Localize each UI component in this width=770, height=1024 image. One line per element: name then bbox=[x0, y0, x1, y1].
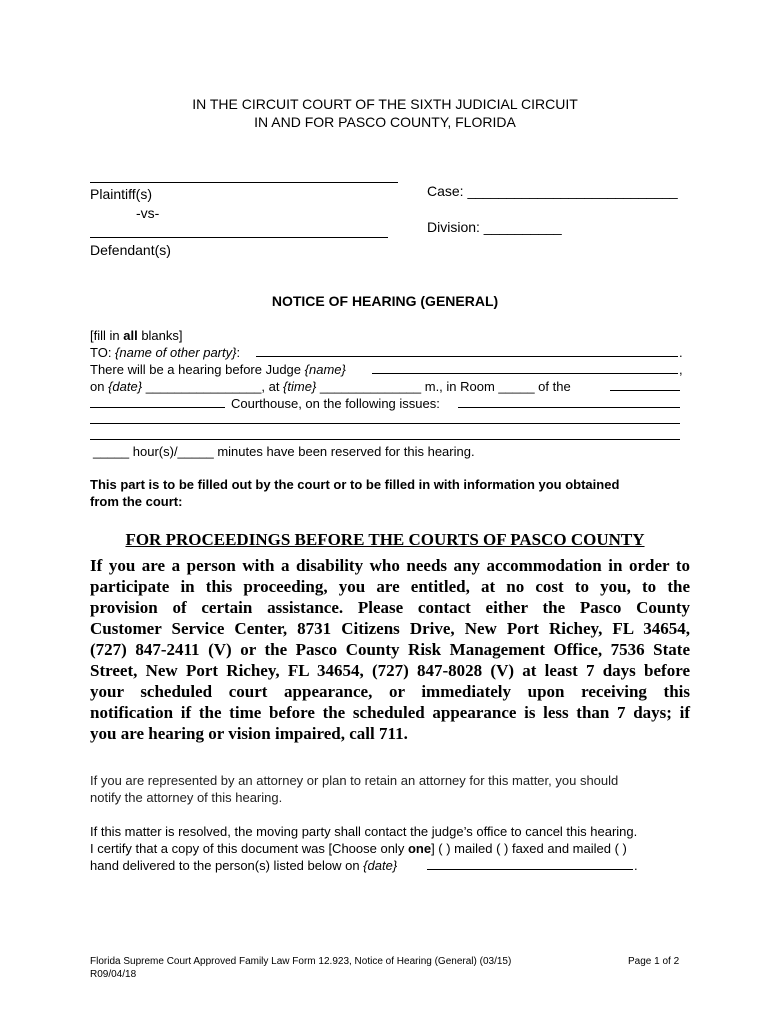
ada-notice bbox=[90, 555, 690, 744]
instruction-prefix: [fill in bbox=[90, 328, 124, 343]
ada-line: Street, New Port Richey, FL 34654, (727) 847-8028 (V) at least 7 days before bbox=[90, 661, 690, 680]
fill-instruction bbox=[90, 327, 183, 344]
date-blank[interactable]: ________________, at bbox=[142, 379, 284, 394]
judge-hint: {name} bbox=[304, 362, 346, 377]
attorney-note-line1: If you are represented by an attorney or plan to retain an attorney for this matter, you should bbox=[90, 773, 619, 788]
judge-line bbox=[90, 361, 346, 378]
vs-label: -vs- bbox=[136, 205, 160, 221]
ada-line: provision of certain assistance. Please contact either the Pasco County bbox=[90, 598, 690, 617]
case-number-field[interactable]: Case: ___________________________ bbox=[427, 183, 678, 199]
plaintiff-label: Plaintiff(s) bbox=[90, 186, 152, 202]
defendant-blank-line[interactable] bbox=[90, 237, 388, 238]
date-hint: {date} bbox=[108, 379, 143, 394]
ada-line: your scheduled court appearance, or immediately upon receiving this bbox=[90, 682, 690, 701]
date-time-line bbox=[90, 378, 571, 395]
instruction-bold: all bbox=[123, 328, 138, 343]
court-note-line2: from the court: bbox=[90, 494, 183, 509]
certificate-line3-end: . bbox=[634, 858, 638, 873]
certificate-line3 bbox=[90, 857, 397, 874]
time-room-blank[interactable]: ______________ m., in Room _____ of the bbox=[316, 379, 571, 394]
footer-page-number: Page 1 of 2 bbox=[628, 956, 680, 967]
certificate-line1: If this matter is resolved, the moving party shall contact the judge’s office to cancel this hearing. bbox=[90, 824, 638, 839]
issues-field-2[interactable] bbox=[90, 423, 680, 424]
ada-line: you are hearing or vision impaired, call 711. bbox=[90, 724, 408, 743]
ada-line: participate in this proceeding, you are entitled, at no cost to you, to the bbox=[90, 577, 690, 596]
to-end: . bbox=[679, 345, 683, 360]
ada-line: Customer Service Center, 8731 Citizens Drive, New Port Richey, FL 34654, bbox=[90, 619, 690, 638]
to-hint: {name of other party} bbox=[115, 345, 237, 360]
certificate-line3-prefix: hand delivered to the person(s) listed below on bbox=[90, 858, 364, 873]
certificate-line2-prefix: I certify that a copy of this document was [Choose only bbox=[90, 841, 408, 856]
plaintiff-blank-line[interactable] bbox=[90, 182, 398, 183]
ada-heading: FOR PROCEEDINGS BEFORE THE COURTS OF PASCO COUNTY bbox=[125, 530, 645, 549]
footer-form-name: Florida Supreme Court Approved Family Law Form 12.923, Notice of Hearing (General) (03/15) bbox=[90, 956, 512, 967]
certificate-date-hint: {date} bbox=[363, 858, 398, 873]
judge-end: , bbox=[679, 362, 683, 377]
to-line bbox=[90, 344, 240, 361]
certificate-line2 bbox=[90, 840, 627, 857]
court-header-line1: IN THE CIRCUIT COURT OF THE SIXTH JUDICIAL CIRCUIT bbox=[192, 96, 578, 112]
service-method-options[interactable]: ] ( ) mailed ( ) faxed and mailed ( ) bbox=[431, 841, 627, 856]
defendant-label: Defendant(s) bbox=[90, 242, 171, 258]
to-label: TO: bbox=[90, 345, 116, 360]
footer-revision: R09/04/18 bbox=[90, 969, 137, 980]
division-field[interactable]: Division: __________ bbox=[427, 219, 562, 235]
certificate-line2-bold: one bbox=[407, 841, 432, 856]
document-title: NOTICE OF HEARING (GENERAL) bbox=[271, 293, 499, 309]
time-hint: {time} bbox=[283, 379, 317, 394]
ada-line: (727) 847-2411 (V) or the Pasco County Risk Management Office, 7536 State bbox=[90, 640, 690, 659]
courthouse-text: Courthouse, on the following issues: bbox=[231, 396, 440, 411]
court-note-line1: This part is to be filled out by the court or to be filled in with information you obtained bbox=[90, 477, 620, 492]
ada-line: If you are a person with a disability who needs any accommodation in order to bbox=[90, 556, 690, 575]
reserved-time-line[interactable]: _____ hour(s)/_____ minutes have been reserved for this hearing. bbox=[93, 444, 475, 459]
attorney-note-line2: notify the attorney of this hearing. bbox=[90, 790, 283, 805]
on-label: on bbox=[90, 379, 109, 394]
issues-field-1[interactable] bbox=[458, 407, 680, 408]
ada-line: notification if the time before the scheduled appearance is less than 7 days; if bbox=[90, 703, 690, 722]
other-party-name-field[interactable] bbox=[256, 356, 678, 357]
courthouse-name-field-start[interactable] bbox=[610, 390, 680, 391]
court-header-line2: IN AND FOR PASCO COUNTY, FLORIDA bbox=[254, 114, 516, 130]
to-colon: : bbox=[236, 345, 241, 360]
judge-text: There will be a hearing before Judge bbox=[90, 362, 305, 377]
judge-name-field[interactable] bbox=[372, 373, 678, 374]
issues-field-3[interactable] bbox=[90, 439, 680, 440]
instruction-suffix: blanks] bbox=[137, 328, 183, 343]
courthouse-name-field[interactable] bbox=[90, 407, 225, 408]
service-date-field[interactable] bbox=[427, 869, 633, 870]
